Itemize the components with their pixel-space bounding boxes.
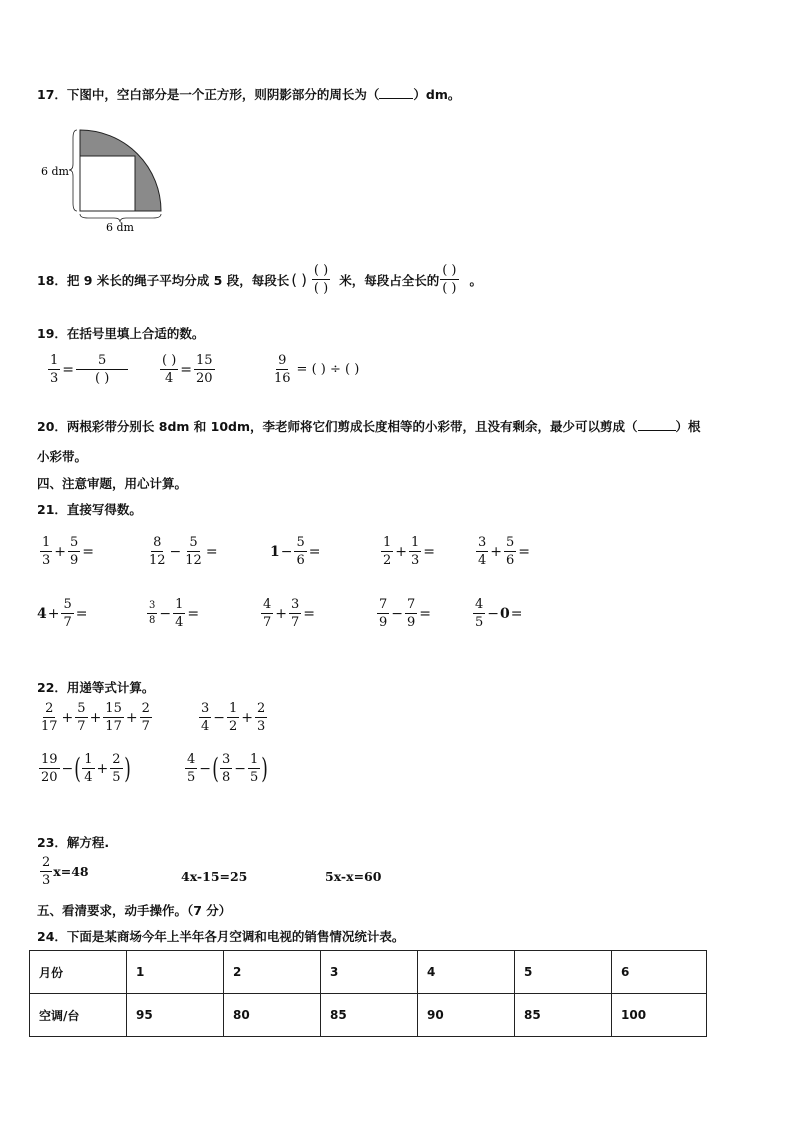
q19-blank-1[interactable]: ( ) (95, 371, 110, 386)
q20-line2: 小彩带。 (37, 449, 88, 464)
left-brace (69, 130, 77, 211)
q19-title: 19．在括号里填上合适的数。 (37, 326, 205, 341)
q24-title: 24．下面是某商场今年上半年各月空调和电视的销售情况统计表。 (37, 929, 405, 944)
q18-length-fraction[interactable]: $\frac{( )}{( )}$ (313, 263, 329, 296)
q19-expr-1: $\frac{1}{3}$ = $\frac{5}{( )}$ (47, 354, 129, 385)
q22-title: 22．用递等式计算。 (37, 680, 155, 695)
label-bottom: 6 dm (106, 221, 134, 234)
inner-square (80, 156, 135, 211)
q23-title: 23．解方程. (37, 835, 110, 850)
q19-blank-3[interactable]: = ( ) ÷ ( ) (296, 362, 360, 377)
q20-answer-blank[interactable] (638, 418, 676, 431)
table-row (30, 951, 707, 994)
q19-blank-2[interactable]: ( ) (162, 353, 177, 368)
q18-length-paren[interactable]: ( (291, 270, 298, 289)
table-cell: 4 (418, 951, 515, 994)
q23-eq-3[interactable]: 5x-x=60 (325, 869, 382, 884)
table-cell: 100 (612, 994, 707, 1037)
label-left: 6 dm (41, 165, 69, 178)
q22-expr-3[interactable]: $\frac{19}{20}$ − ( $\frac{1}{4}$ + $\frac{2}{5}$ ) (41, 751, 131, 785)
q18-line: 18．把 9 米长的绳子平均分成 5 段，每段长 ( ) $\frac{( )}{( )}$ 米，每段占全长的 $\frac{( )}{( )}$ 。 (37, 263, 483, 296)
table-cell: 空调/台 (30, 994, 127, 1037)
q21-item[interactable]: 4 + $\frac{5}{7}$ = (37, 597, 88, 630)
q21-title: 21．直接写得数。 (37, 502, 142, 517)
q22-expr-4[interactable]: $\frac{4}{5}$ − ( $\frac{3}{8}$ − $\frac{1}{5}$ ) (187, 751, 268, 785)
table-cell: 85 (321, 994, 418, 1037)
q21-item[interactable]: $\frac{7}{9}$ − $\frac{7}{9}$ = (379, 597, 432, 630)
q23-eq-1[interactable]: $\frac{2}{3}$ x=48 (42, 855, 89, 888)
q18-portion-fraction[interactable]: $\frac{( )}{( )}$ (442, 263, 457, 296)
q17-answer-blank[interactable] (379, 86, 413, 99)
table-row (30, 994, 707, 1037)
q21-item[interactable]: $\frac{4}{7}$ + $\frac{3}{7}$ = (263, 597, 316, 630)
table-cell: 95 (127, 994, 224, 1037)
sales-table (29, 950, 707, 1037)
q21-item[interactable]: 1 − $\frac{5}{6}$ = (270, 535, 321, 568)
q18-text3: 。 (469, 272, 483, 288)
q20-line1: 20．两根彩带分别长 8dm 和 10dm，李老师将它们剪成长度相等的小彩带，且没有剩余，最少可以剪成（ ）根 (37, 419, 701, 434)
q21-item[interactable]: $\frac{3}{4}$ + $\frac{5}{6}$ = (478, 535, 531, 568)
section-4-heading: 四、注意审题，用心计算。 (37, 476, 188, 491)
table-cell: 90 (418, 994, 515, 1037)
q21-item[interactable]: $\frac{8}{12}$ − $\frac{5}{12}$ = (149, 535, 218, 568)
table-cell: 月份 (30, 951, 127, 994)
q18-text1: 18．把 9 米长的绳子平均分成 5 段，每段长 (37, 272, 290, 288)
table-cell: 6 (612, 951, 707, 994)
table-cell: 1 (127, 951, 224, 994)
q23-eq-2[interactable]: 4x-15=25 (181, 869, 248, 884)
section-5-heading: 五、看清要求，动手操作。（7 分） (37, 903, 232, 918)
q17-figure (36, 128, 168, 234)
q19-expr-3: $\frac{9}{16}$ = ( ) ÷ ( ) (274, 353, 360, 386)
q21-item[interactable]: $\frac{1}{2}$ + $\frac{1}{3}$ = (383, 535, 436, 568)
q17-text (37, 85, 460, 103)
q17-text-before: 17．下图中，空白部分是一个正方形，则阴影部分的周长为（ (37, 87, 380, 102)
table-cell: 80 (224, 994, 321, 1037)
table-cell: 5 (515, 951, 612, 994)
table-cell: 3 (321, 951, 418, 994)
q19-expr-2: $\frac{( )}{4}$ = $\frac{15}{20}$ (162, 353, 213, 386)
q22-expr-2[interactable]: $\frac{3}{4}$ − $\frac{1}{2}$ + $\frac{2}{3}$ (201, 701, 266, 734)
table-cell: 2 (224, 951, 321, 994)
q18-text2: 米，每段占全长的 (339, 272, 440, 288)
q21-item[interactable]: $\frac{3}{8}$ − $\frac{1}{4}$ = (149, 597, 200, 630)
q22-expr-1[interactable]: $\frac{2}{17}$ + $\frac{5}{7}$ + $\frac{15}{17}$ + $\frac{2}{7}$ (41, 701, 150, 734)
table-cell: 85 (515, 994, 612, 1037)
q21-item[interactable]: $\frac{1}{3}$ + $\frac{5}{9}$ = (42, 535, 95, 568)
q21-item[interactable]: $\frac{4}{5}$ − 0 = (475, 597, 523, 630)
q17-text-after: ）dm。 (413, 87, 461, 102)
